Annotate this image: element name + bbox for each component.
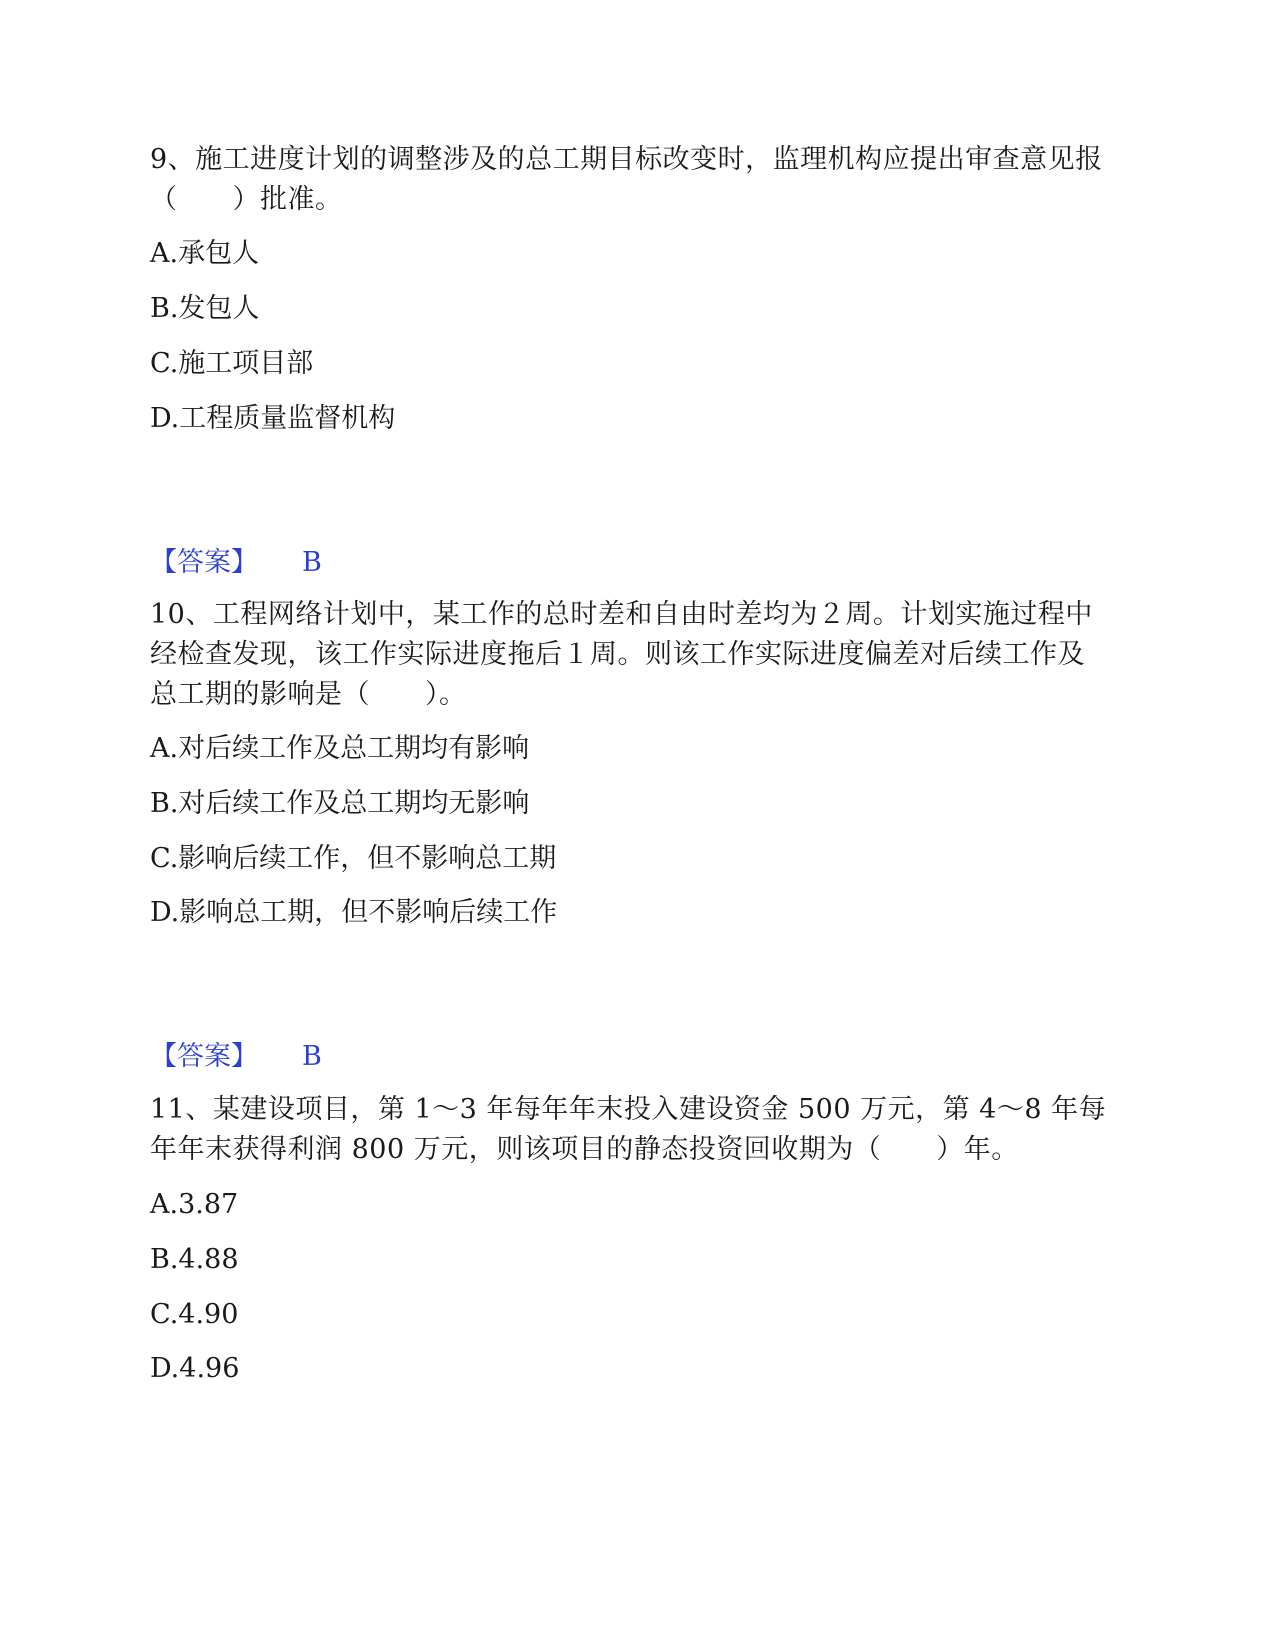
option-c: C.影响后续工作，但不影响总工期 xyxy=(150,843,557,874)
option-a: A.承包人 xyxy=(150,238,260,269)
option-b: B.对后续工作及总工期均无影响 xyxy=(150,788,530,819)
option-c: C.4.90 xyxy=(150,1299,239,1330)
question-11 xyxy=(150,1090,1110,1170)
option-b: B.发包人 xyxy=(150,293,260,324)
answer-label: 【答案】 xyxy=(150,1041,258,1072)
answer-line xyxy=(150,543,322,583)
question-stem: 9、施工进度计划的调整涉及的总工期目标改变时，监理机构应提出审查意见报（ ）批准。 xyxy=(150,144,1103,215)
question-9 xyxy=(150,140,1110,220)
question-stem: 11、某建设项目，第 1～3 年每年年末投入建设资金 500 万元，第 4～8 年每年年末获得利润 800 万元，则该项目的静态投资回收期为（ ）年。 xyxy=(150,1094,1107,1165)
option-a: A.3.87 xyxy=(150,1189,239,1220)
option-d: D.影响总工期，但不影响后续工作 xyxy=(150,897,558,928)
question-10 xyxy=(150,595,1110,715)
answer-value: B xyxy=(302,547,322,578)
option-d: D.4.96 xyxy=(150,1353,240,1384)
answer-value: B xyxy=(302,1041,322,1072)
option-c: C.施工项目部 xyxy=(150,348,314,379)
option-b: B.4.88 xyxy=(150,1244,239,1275)
option-d: D.工程质量监督机构 xyxy=(150,403,396,434)
answer-line xyxy=(150,1037,322,1077)
answer-label: 【答案】 xyxy=(150,547,258,578)
question-stem: 10、工程网络计划中，某工作的总时差和自由时差均为２周。计划实施过程中经检查发现，该工作实际进度拖后１周。则该工作实际进度偏差对后续工作及总工期的影响是（ ）。 xyxy=(150,599,1093,710)
option-a: A.对后续工作及总工期均有影响 xyxy=(150,733,530,764)
